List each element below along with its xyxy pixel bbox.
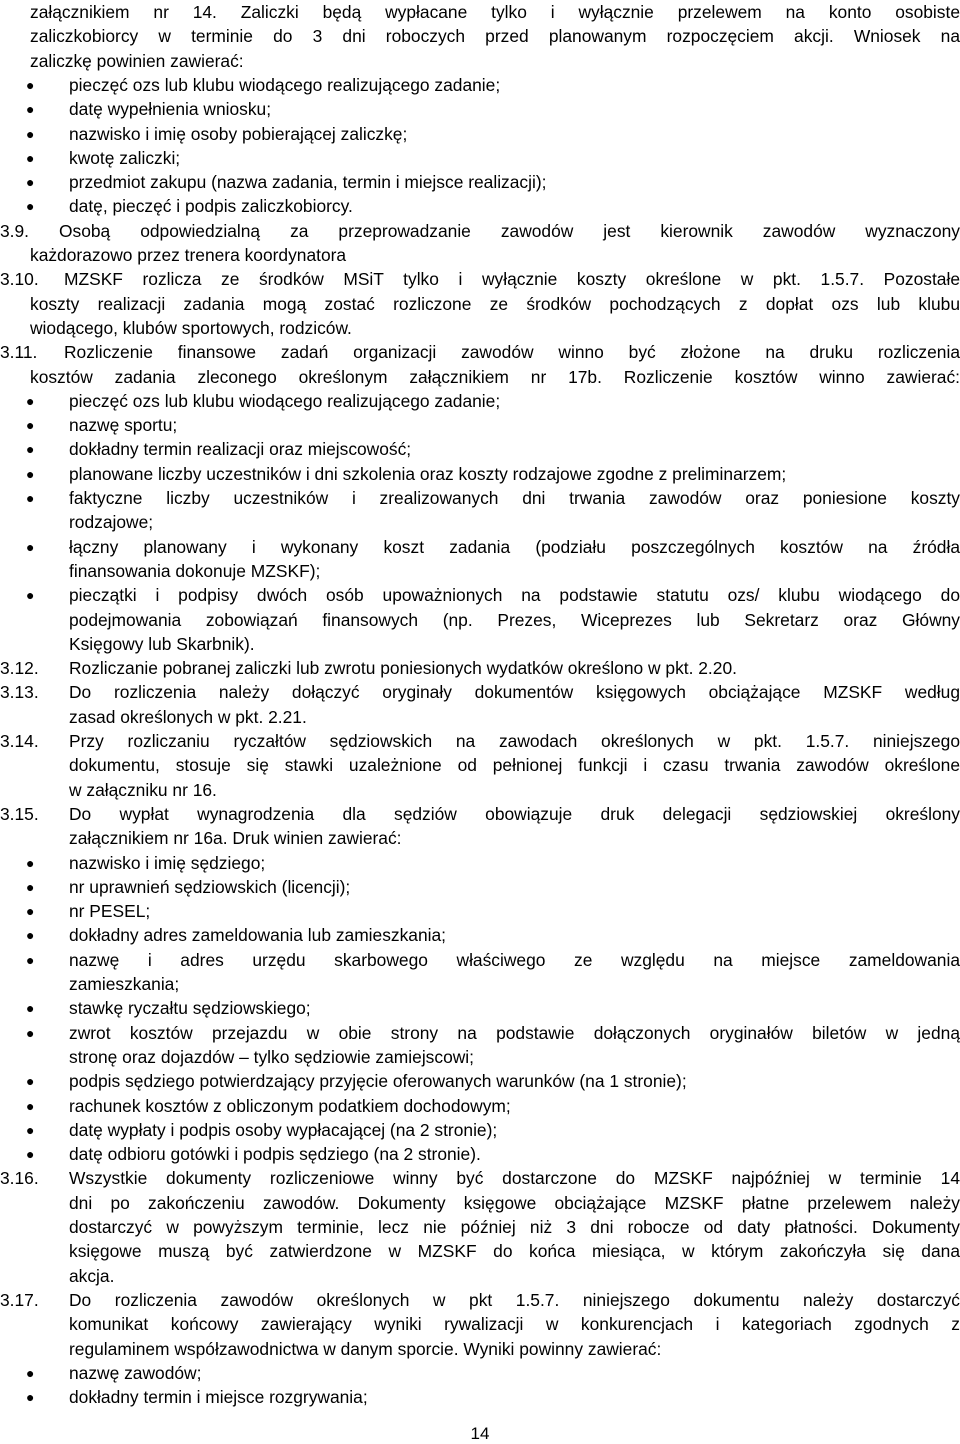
list-item: kwotę zaliczki; <box>69 147 181 168</box>
bullet-icon: ● <box>26 927 35 944</box>
section-3-16: Wszystkie dokumenty rozliczeniowe winny być dostarczone do MZSKF najpóźniej w terminie 14 <box>69 1168 960 1189</box>
bullet-icon: ● <box>26 198 35 215</box>
bullet-icon: ● <box>26 417 35 434</box>
list-item: Księgowy lub Skarbnik). <box>69 633 255 654</box>
bullet-icon: ● <box>26 1146 35 1163</box>
list-item: łączny planowany i wykonany koszt zadania (podziału poszczególnych kosztów na źródła <box>69 536 960 557</box>
section-3-16: dni po zakończeniu zawodów. Dokumenty księgowe obciążające MZSKF płatne przelewem należy <box>69 1192 960 1213</box>
bullet-icon: ● <box>26 174 35 191</box>
list-item: zamieszkania; <box>69 974 180 994</box>
bullet-icon: ● <box>26 1121 35 1138</box>
section-3-9: każdorazowo przez trenera koordynatora <box>30 245 347 265</box>
bullet-icon: ● <box>26 465 35 482</box>
list-item: stawkę ryczałtu sędziowskiego; <box>69 998 311 1019</box>
list-item: dokładny adres zameldowania lub zamieszkania; <box>69 925 447 946</box>
section-3-10: MZSKF rozlicza ze środków MSiT tylko i wyłącznie koszty określone w pkt. 1.5.7. Pozostałe <box>64 269 960 290</box>
list-item: nazwisko i imię sędziego; <box>69 852 266 873</box>
bullet-icon: ● <box>26 587 35 604</box>
list-item: pieczątki i podpisy dwóch osób upoważnionych na podstawie statutu ozs/ klubu wiodącego do <box>69 585 960 606</box>
list-item: zwrot kosztów przejazdu w obie strony na podstawie dołączonych oryginałów biletów w jedną <box>69 1022 960 1043</box>
section-3-12: Rozliczanie pobranej zaliczki lub zwrotu poniesionych wydatków określono w pkt. 2.20. <box>69 658 737 679</box>
list-item: datę odbioru gotówki i podpis sędziego (na 2 stronie). <box>69 1144 481 1165</box>
list-item: datę wypłaty i podpis osoby wypłacającej (na 2 stronie); <box>69 1119 498 1140</box>
list-item: stronę oraz dojazdów – tylko sędziowie zamiejscowi; <box>69 1046 474 1067</box>
list-item: finansowania dokonuje MZSKF); <box>69 560 321 581</box>
bullet-icon: ● <box>26 1024 35 1041</box>
list-item: podpis sędziego potwierdzający przyjęcie oferowanych warunków (na 1 stronie); <box>69 1071 687 1092</box>
list-item: dokładny termin realizacji oraz miejscowość; <box>69 439 412 460</box>
bullet-icon: ● <box>26 538 35 555</box>
list-item: datę wypełnienia wniosku; <box>69 99 272 120</box>
section-3-17: komunikat końcowy zawierający wyniki rywalizacji w konkurencjach i kategoriach zgodnych z <box>69 1314 960 1335</box>
section-3-15: załącznikiem nr 16a. Druk winien zawierać: <box>69 828 402 849</box>
bullet-icon: ● <box>26 149 35 166</box>
list-item: rodzajowe; <box>69 512 154 533</box>
list-item: faktyczne liczby uczestników i zrealizowanych dni trwania zawodów oraz poniesione koszty <box>69 488 960 508</box>
list-item: nazwę i adres urzędu skarbowego właściwego ze względu na miejsce zameldowania <box>69 949 960 970</box>
list-item: planowane liczby uczestników i dni szkolenia oraz koszty rodzajowe zgodne z preliminarzem; <box>69 463 787 484</box>
bullet-icon: ● <box>26 1097 35 1114</box>
section-number: 3.15. <box>0 803 39 824</box>
list-item: datę, pieczęć i podpis zaliczkobiorcy. <box>69 196 353 217</box>
section-3-11: kosztów zadania zleconego określonym załącznikiem nr 17b. Rozliczenie kosztów winno zawierać: <box>30 366 960 387</box>
bullet-icon: ● <box>26 441 35 458</box>
paragraph-line: zaliczkobiorcy w terminie do 3 dni roboczych przed planowanym rozpoczęciem akcji. Wniosek na <box>30 26 960 47</box>
bullet-icon: ● <box>26 1389 35 1406</box>
section-3-14: w załączniku nr 16. <box>69 779 217 800</box>
section-3-17: Do rozliczenia zawodów określonych w pkt 1.5.7. niniejszego dokumentu należy dostarczyć <box>69 1289 960 1310</box>
section-number: 3.12. <box>0 658 39 679</box>
section-3-15: Do wypłat wynagrodzenia dla sędziów obowiązuje druk delegacji sędziowskiej określony <box>69 803 960 824</box>
list-item: dokładny termin i miejsce rozgrywania; <box>69 1387 368 1408</box>
bullet-icon: ● <box>26 490 35 506</box>
bullet-icon: ● <box>26 951 35 968</box>
list-item: podejmowania zobowiązań finansowych (np. Prezes, Wiceprezes lub Sekretarz oraz Główny <box>69 609 960 630</box>
list-item: nazwisko i imię osoby pobierającej zaliczkę; <box>69 123 408 144</box>
section-number: 3.11. <box>0 342 38 363</box>
bullet-icon: ● <box>26 125 35 142</box>
section-3-10: wiodącego, klubów sportowych, rodziców. <box>30 317 352 338</box>
bullet-icon: ● <box>26 878 35 895</box>
section-3-10: koszty realizacji zadania mogą zostać rozliczone ze środków pochodzących z dopłat ozs lub klubu <box>30 293 960 314</box>
section-number: 3.14. <box>0 731 39 751</box>
section-3-13: Do rozliczenia należy dołączyć oryginały dokumentów księgowych obciążające MZSKF według <box>69 682 960 703</box>
bullet-icon: ● <box>26 76 35 93</box>
section-number: 3.16. <box>0 1168 39 1189</box>
section-3-14: dokumentu, stosuje się stawki uzależnione od pełnionej funkcji i czasu trwania zawodów określone <box>69 755 960 776</box>
page-number: 14 <box>470 1424 490 1443</box>
bullet-icon: ● <box>26 903 35 920</box>
bullet-icon: ● <box>26 101 35 118</box>
section-3-17: regulaminem współzawodnictwa w danym sporcie. Wyniki powinny zawierać: <box>69 1338 662 1359</box>
section-3-16: dostarczyć w powyższym terminie, lecz nie później niż 3 dni robocze od daty płatności. Dokumenty <box>69 1217 960 1237</box>
bullet-icon: ● <box>26 1000 35 1017</box>
section-number: 3.17. <box>0 1289 39 1310</box>
section-3-9: 3.9. Osobą odpowiedzialną za przeprowadzanie zawodów jest kierownik zawodów wyznaczony <box>0 220 960 241</box>
list-item: nr PESEL; <box>69 901 151 922</box>
section-3-16: księgowe muszą być zatwierdzone w MZSKF do końca miesiąca, w którym zakończyła się dana <box>69 1241 960 1262</box>
paragraph-line: zaliczkę powinien zawierać: <box>30 50 244 71</box>
section-3-13: zasad określonych w pkt. 2.21. <box>69 706 307 727</box>
bullet-icon: ● <box>26 1364 35 1381</box>
bullet-icon: ● <box>26 1073 35 1090</box>
list-item: nr uprawnień sędziowskich (licencji); <box>69 876 351 897</box>
list-item: przedmiot zakupu (nazwa zadania, termin i miejsce realizacji); <box>69 172 547 193</box>
list-item: nazwę zawodów; <box>69 1362 202 1383</box>
section-number: 3.10. <box>0 269 39 290</box>
section-3-14: Przy rozliczaniu ryczałtów sędziowskich na zawodach określonych w pkt. 1.5.7. niniejszego <box>69 731 960 751</box>
list-item: rachunek kosztów z obliczonym podatkiem dochodowym; <box>69 1095 511 1116</box>
section-number: 3.13. <box>0 682 39 703</box>
list-item: pieczęć ozs lub klubu wiodącego realizującego zadanie; <box>69 74 501 95</box>
paragraph-line: załącznikiem nr 14. Zaliczki będą wypłacane tylko i wyłącznie przelewem na konto osobiste <box>30 2 960 22</box>
section-3-16: akcja. <box>69 1265 115 1286</box>
list-item: pieczęć ozs lub klubu wiodącego realizującego zadanie; <box>69 390 501 411</box>
list-item: nazwę sportu; <box>69 415 178 436</box>
bullet-icon: ● <box>26 854 35 871</box>
bullet-icon: ● <box>26 392 35 409</box>
section-3-11: Rozliczenie finansowe zadań organizacji zawodów winno być złożone na druku rozliczenia <box>64 342 960 363</box>
